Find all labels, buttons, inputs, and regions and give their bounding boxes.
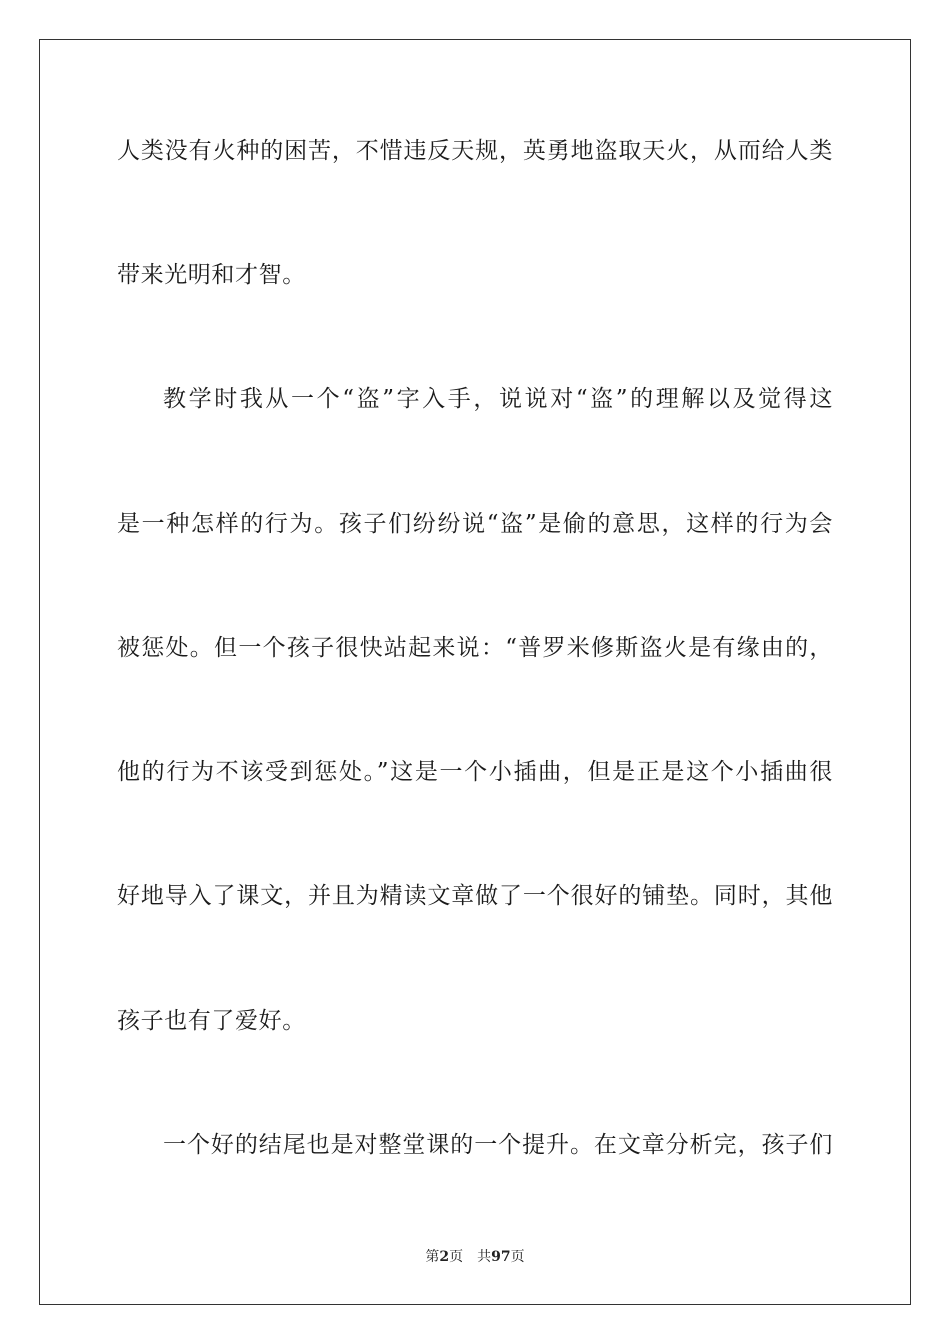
text-line-5: 被惩处。但一个孩子很快站起来说：“普罗米修斯盗火是有缘由的，: [117, 635, 833, 661]
page-footer: [0, 1248, 950, 1266]
footer-page-number: 2: [439, 1249, 450, 1265]
text-line-6: 他的行为不该受到惩处。”这是一个小插曲，但是正是这个小插曲很: [117, 759, 833, 785]
footer-page-suffix: 页: [449, 1249, 464, 1265]
text-line-3: 教学时我从一个“盗”字入手，说说对“盗”的理解以及觉得这: [163, 386, 833, 412]
page-border: [39, 39, 911, 1305]
footer-total-suffix: 页: [510, 1249, 525, 1265]
text-line-7: 好地导入了课文，并且为精读文章做了一个很好的铺垫。同时，其他: [117, 883, 833, 909]
footer-total-prefix: 共: [477, 1249, 492, 1265]
text-line-4: 是一种怎样的行为。孩子们纷纷说“盗”是偷的意思，这样的行为会: [117, 511, 833, 537]
text-line-1: 人类没有火种的困苦，不惜违反天规，英勇地盗取天火，从而给人类: [117, 138, 833, 164]
text-line-8: 孩子也有了爱好。: [117, 1008, 306, 1034]
footer-page-prefix: 第: [425, 1249, 440, 1265]
text-line-2: 带来光明和才智。: [117, 262, 306, 288]
text-line-9: 一个好的结尾也是对整堂课的一个提升。在文章分析完，孩子们: [163, 1132, 833, 1158]
footer-total-pages: 97: [491, 1249, 511, 1265]
